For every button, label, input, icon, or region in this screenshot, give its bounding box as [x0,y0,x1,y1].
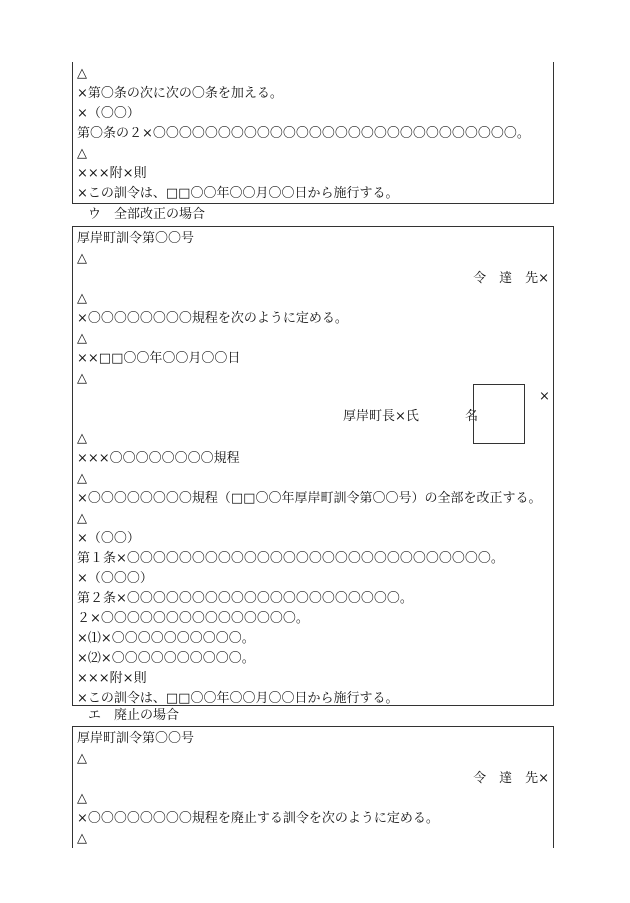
text-line: △ [77,791,87,806]
text-line: 第〇条の２×〇〇〇〇〇〇〇〇〇〇〇〇〇〇〇〇〇〇〇〇〇〇〇〇〇〇〇〇。 [77,126,530,141]
mayor-name: 厚岸町長×氏 [343,409,419,424]
enactment-clause: ×〇〇〇〇〇〇〇〇規程を次のように定める。 [77,311,348,326]
text-line: △ [77,66,87,81]
text-line: △ [77,371,87,386]
item-2: ×⑵×〇〇〇〇〇〇〇〇〇〇。 [77,651,255,666]
seal-cross: × [539,389,550,404]
text-line: △ [77,251,87,266]
supplementary-heading: ×××附×則 [77,671,147,686]
text-line: △ [77,331,87,346]
text-line: △ [77,751,87,766]
text-line: △ [77,146,87,161]
text-line: △ [77,511,87,526]
article-2-para-2: ２×〇〇〇〇〇〇〇〇〇〇〇〇〇〇〇。 [77,611,309,626]
enactment-clause: ×〇〇〇〇〇〇〇〇規程を廃止する訓令を次のように定める。 [77,811,439,826]
recipient: 令 達 先× [473,771,549,786]
text-line: △ [77,831,87,846]
section-heading-u: ウ 全部改正の場合 [88,207,206,222]
effective-clause: ×この訓令は、□□〇〇年〇〇月〇〇日から施行する。 [77,691,399,706]
section-u-box [72,226,554,706]
item-1: ×⑴×〇〇〇〇〇〇〇〇〇〇。 [77,631,255,646]
article-1: 第１条×〇〇〇〇〇〇〇〇〇〇〇〇〇〇〇〇〇〇〇〇〇〇〇〇〇〇〇〇。 [77,551,504,566]
text-line: ×この訓令は、□□〇〇年〇〇月〇〇日から施行する。 [77,186,399,201]
text-line: ×××附×則 [77,166,147,181]
section-e-box [72,726,554,848]
date-line: ××□□〇〇年〇〇月〇〇日 [77,351,241,366]
doc-number: 厚岸町訓令第〇〇号 [77,231,195,246]
text-line: △ [77,471,87,486]
text-line: △ [77,291,87,306]
text-line: ×第〇条の次に次の〇条を加える。 [77,86,283,101]
doc-number: 厚岸町訓令第〇〇号 [77,731,195,746]
article-2: 第２条×〇〇〇〇〇〇〇〇〇〇〇〇〇〇〇〇〇〇〇〇〇。 [77,591,413,606]
text-line: △ [77,431,87,446]
name-char: 名 [465,409,479,424]
text-line: ×（〇〇） [77,106,140,121]
recipient: 令 達 先× [473,271,549,286]
revision-clause: ×〇〇〇〇〇〇〇〇規程（□□〇〇年厚岸町訓令第〇〇号）の全部を改正する。 [77,491,542,506]
section-heading-e: エ 廃止の場合 [88,708,180,723]
section-top-box [72,62,554,204]
rule-name: ×××〇〇〇〇〇〇〇〇規程 [77,451,240,466]
caption-1: ×（〇〇） [77,531,140,546]
caption-2: ×（〇〇〇） [77,571,153,586]
